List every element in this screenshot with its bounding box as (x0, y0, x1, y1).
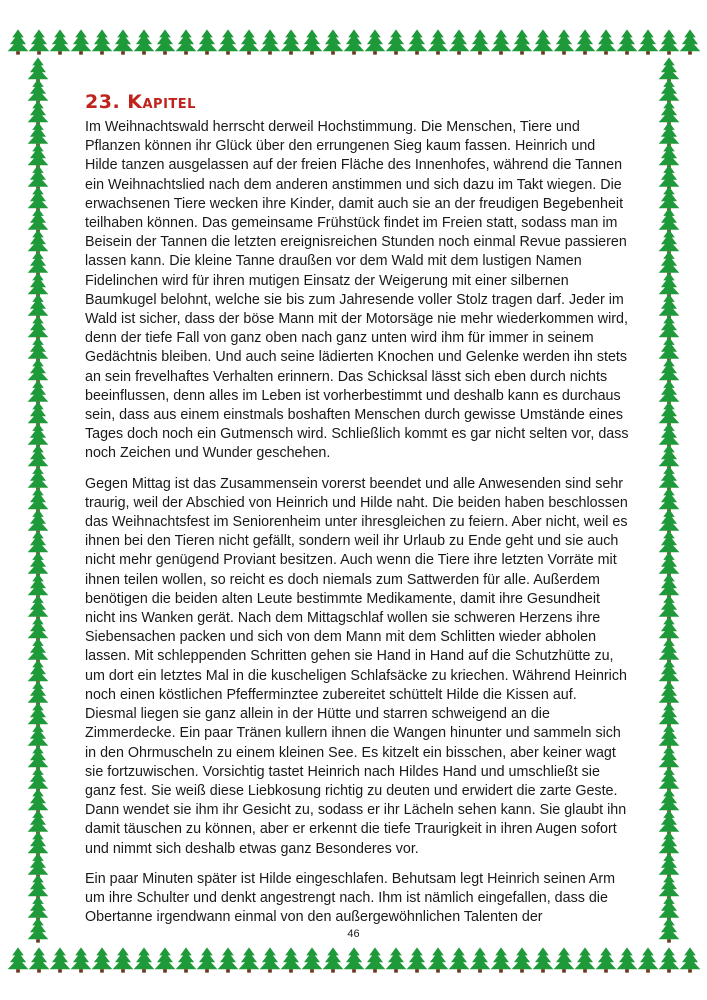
fir-tree-icon (659, 831, 680, 856)
fir-tree-icon (659, 79, 680, 104)
page-number: 46 (347, 928, 360, 940)
fir-tree-icon (134, 947, 155, 972)
fir-tree-icon (29, 29, 50, 54)
fir-tree-icon (28, 745, 49, 770)
fir-tree-icon (659, 896, 680, 921)
fir-tree-icon (281, 29, 302, 54)
fir-tree-icon (239, 947, 260, 972)
fir-tree-icon (28, 57, 49, 82)
fir-tree-icon (28, 251, 49, 276)
fir-tree-icon (8, 29, 29, 54)
chapter-title: 23. Kapitel (85, 91, 196, 113)
fir-tree-icon (50, 29, 71, 54)
fir-tree-icon (659, 573, 680, 598)
page-content (85, 90, 630, 938)
fir-tree-icon (29, 947, 50, 972)
fir-tree-icon (659, 745, 680, 770)
fir-tree-icon (28, 509, 49, 534)
fir-tree-icon (449, 29, 470, 54)
fir-tree-icon (407, 947, 428, 972)
fir-tree-icon (659, 767, 680, 792)
fir-tree-icon (659, 874, 680, 899)
fir-tree-icon (218, 947, 239, 972)
fir-tree-icon (176, 947, 197, 972)
fir-tree-icon (50, 947, 71, 972)
fir-tree-icon (28, 853, 49, 878)
fir-tree-icon (512, 29, 533, 54)
fir-tree-icon (260, 29, 281, 54)
fir-tree-icon (638, 29, 659, 54)
fir-tree-icon (533, 29, 554, 54)
fir-tree-icon (28, 444, 49, 469)
fir-tree-icon (197, 947, 218, 972)
fir-tree-icon (659, 487, 680, 512)
fir-tree-icon (28, 573, 49, 598)
fir-tree-icon (575, 29, 596, 54)
fir-tree-icon (512, 947, 533, 972)
fir-tree-icon (28, 100, 49, 125)
fir-tree-icon (659, 681, 680, 706)
fir-tree-icon (449, 947, 470, 972)
fir-tree-icon (28, 896, 49, 921)
fir-tree-icon (28, 552, 49, 577)
fir-tree-icon (659, 208, 680, 233)
fir-tree-icon (659, 294, 680, 319)
fir-tree-icon (365, 29, 386, 54)
fir-tree-icon (659, 122, 680, 147)
fir-tree-icon (491, 947, 512, 972)
fir-tree-icon (260, 947, 281, 972)
fir-tree-icon (596, 29, 617, 54)
fir-tree-icon (218, 29, 239, 54)
fir-tree-icon (28, 616, 49, 641)
fir-tree-icon (533, 947, 554, 972)
fir-tree-icon (28, 143, 49, 168)
fir-tree-icon (659, 595, 680, 620)
fir-tree-icon (659, 788, 680, 813)
fir-tree-icon (28, 208, 49, 233)
fir-tree-icon (659, 186, 680, 211)
fir-tree-icon (134, 29, 155, 54)
fir-tree-icon (554, 947, 575, 972)
fir-tree-icon (302, 947, 323, 972)
fir-tree-icon (28, 165, 49, 190)
fir-tree-icon (113, 947, 134, 972)
fir-tree-icon (491, 29, 512, 54)
fir-tree-icon (28, 767, 49, 792)
fir-tree-icon (28, 595, 49, 620)
fir-tree-icon (365, 947, 386, 972)
fir-tree-icon (302, 29, 323, 54)
fir-tree-icon (407, 29, 428, 54)
fir-tree-icon (344, 947, 365, 972)
paragraph-2: Gegen Mittag ist das Zusammensein vorerst beendet und alle Anwesenden sind sehr traurig, weil der Abschied von Heinrich und Hilde naht. Die beiden haben beschlossen das Weihnachtsfest im Seniorenheim unter ihresgleichen zu feiern. Aber nicht, weil es ihnen bei den Tieren nicht gefällt, sondern weil ihr Urlaub zu Ende geht und sie auch nicht mehr genügend Proviant besitzen. Auch wenn die Tiere ihre letzten Vorräte mit ihnen teilen wollen, so reicht es doch niemals zum Sattwerden für alle. Außerdem benötigen die beiden alten Leute bestimmte Medikamente, damit ihre Gesundheit nicht ins Wanken gerät. Nach dem Mittagschlaf wollen sie schweren Herzens ihre Siebensachen packen und sich von dem Mann mit dem Schlitten wieder abholen lassen. Mit schleppenden Schritten gehen sie Hand in Hand auf die Schutzhütte zu, um dort ein letztes Mal in die kuscheligen Schlafsäcke zu kriechen. Während Heinrich noch einen köstlichen Pfefferminztee zubereitet schüttelt Hilde die Kissen auf. Diesmal liegen sie ganz allein in der Hütte und starren schweigend an die Zimmerdecke. Ein paar Tränen kullern ihnen die Wangen hinunter und sammeln sich in den Ohrmuscheln zu einem kleinen See. Es kitzelt ein bisschen, aber keiner wagt sie fortzuwischen. Vorsichtig tastet Heinrich nach Hildes Hand und umschließt sie ganz fest. Sie weiß diese Liebkosung richtig zu deuten und erwidert die zarte Geste. Dann wendet sie ihm ihr Gesicht zu, sodass er ihr Lächeln sehen kann. Sie glaubt ihn damit täuschen zu können, aber er erkennt die tiefe Traurigkeit in ihren Augen sofort und nimmt sich deshalb etwas ganz Besonderes vor. (85, 475, 628, 857)
fir-tree-icon (428, 29, 449, 54)
fir-tree-icon (281, 947, 302, 972)
fir-tree-icon (659, 272, 680, 297)
paragraph-1: Im Weihnachtswald herrscht derweil Hochstimmung. Die Menschen, Tiere und Pflanzen können ihr Glück über den errungenen Sieg kaum fassen. Heinrich und Hilde tanzen ausgelassen auf der freien Fläche des Innenhofes, während die Tannen ein Weihnachtslied nach dem anderen anstimmen und sich dazu im Takt wiegen. Die erwachsenen Tiere wecken ihre Kinder, damit auch sie an der freudigen Begebenheit teilhaben können. Das gemeinsame Frühstück findet im Freien statt, sodass man im Beisein der Tannen die letzten ereignisreichen Stunden noch einmal Revue passieren lassen kann. Die kleine Tanne draußen vor dem Wald mit dem lustigen Namen Fidelinchen wird für ihren mutigen Einsatz der Weigerung mit einer silbernen Baumkugel belohnt, welche sie bis zum Jahresende voller Stolz tragen darf. Jeder im Wald ist sicher, dass der böse Mann mit der Motorsäge nie mehr wiederkommen wird, denn der tiefe Fall von ganz oben nach ganz unten wird ihm für immer in seinem Gedächtnis bleiben. Und auch seine lädierten Knochen und Gelenke werden ihn stets an sein frevelhaftes Verhalten erinnern. Das Schicksal lässt sich eben durch nichts beeinflussen, denn alles im Leben ist vorherbestimmt und deshalb kann es durchaus sein, dass aus einem einstmals boshaften Menschen durch gewisse Umstände eines Tages doch noch ein Gutmensch wird. Schließlich kommt es gar nicht selten vor, dass noch Zeichen und Wunder geschehen. (85, 119, 629, 462)
fir-tree-icon (659, 57, 680, 82)
fir-tree-icon (28, 315, 49, 340)
fir-tree-icon (659, 337, 680, 362)
fir-tree-icon (28, 122, 49, 147)
fir-tree-icon (28, 423, 49, 448)
fir-tree-icon (659, 810, 680, 835)
fir-tree-icon (659, 638, 680, 663)
fir-tree-icon (28, 681, 49, 706)
fir-tree-icon (28, 788, 49, 813)
fir-tree-icon (659, 853, 680, 878)
fir-tree-icon (659, 165, 680, 190)
fir-tree-icon (659, 358, 680, 383)
paragraph-3: Ein paar Minuten später ist Hilde eingeschlafen. Behutsam legt Heinrich seinen Arm um ihre Schulter und denkt angestrengt nach. Ihm ist nämlich eingefallen, dass die Obertanne irgendwann einmal von den außergewöhnlichen Talenten der (85, 870, 616, 926)
fir-tree-icon (8, 947, 29, 972)
fir-tree-icon (28, 831, 49, 856)
fir-tree-icon (659, 401, 680, 426)
fir-tree-icon (659, 423, 680, 448)
fir-tree-icon (28, 724, 49, 749)
fir-tree-icon (28, 79, 49, 104)
fir-tree-icon (28, 874, 49, 899)
fir-tree-icon (575, 947, 596, 972)
fir-tree-icon (28, 294, 49, 319)
fir-tree-icon (659, 947, 680, 972)
fir-tree-icon (659, 380, 680, 405)
fir-tree-icon (659, 251, 680, 276)
fir-tree-icon (344, 29, 365, 54)
fir-tree-icon (386, 29, 407, 54)
fir-tree-icon (386, 947, 407, 972)
fir-tree-icon (617, 947, 638, 972)
fir-tree-icon (28, 358, 49, 383)
fir-tree-icon (92, 29, 113, 54)
fir-tree-icon (28, 810, 49, 835)
fir-tree-icon (28, 337, 49, 362)
fir-tree-icon (659, 466, 680, 491)
fir-tree-icon (470, 947, 491, 972)
fir-tree-icon (659, 552, 680, 577)
fir-tree-icon (323, 29, 344, 54)
fir-tree-icon (28, 272, 49, 297)
fir-tree-icon (659, 724, 680, 749)
fir-tree-icon (428, 947, 449, 972)
fir-tree-icon (659, 29, 680, 54)
fir-tree-icon (28, 638, 49, 663)
fir-tree-icon (92, 947, 113, 972)
fir-tree-icon (680, 947, 701, 972)
fir-tree-icon (155, 947, 176, 972)
fir-tree-icon (680, 29, 701, 54)
fir-tree-icon (659, 659, 680, 684)
fir-tree-icon (155, 29, 176, 54)
fir-tree-icon (659, 702, 680, 727)
fir-tree-icon (71, 29, 92, 54)
fir-tree-icon (638, 947, 659, 972)
fir-tree-icon (28, 659, 49, 684)
fir-tree-icon (659, 530, 680, 555)
fir-tree-icon (659, 509, 680, 534)
fir-tree-icon (617, 29, 638, 54)
fir-tree-icon (28, 487, 49, 512)
fir-tree-icon (659, 229, 680, 254)
fir-tree-icon (28, 530, 49, 555)
fir-tree-icon (28, 380, 49, 405)
fir-tree-icon (28, 702, 49, 727)
fir-tree-icon (659, 143, 680, 168)
fir-tree-icon (28, 466, 49, 491)
fir-tree-icon (470, 29, 491, 54)
fir-tree-icon (323, 947, 344, 972)
fir-tree-icon (554, 29, 575, 54)
fir-tree-icon (659, 315, 680, 340)
fir-tree-icon (239, 29, 260, 54)
fir-tree-icon (28, 401, 49, 426)
fir-tree-icon (176, 29, 197, 54)
fir-tree-icon (197, 29, 218, 54)
fir-tree-icon (28, 229, 49, 254)
fir-tree-icon (28, 186, 49, 211)
fir-tree-icon (596, 947, 617, 972)
fir-tree-icon (659, 100, 680, 125)
fir-tree-icon (71, 947, 92, 972)
fir-tree-icon (113, 29, 134, 54)
fir-tree-icon (659, 616, 680, 641)
fir-tree-icon (659, 444, 680, 469)
